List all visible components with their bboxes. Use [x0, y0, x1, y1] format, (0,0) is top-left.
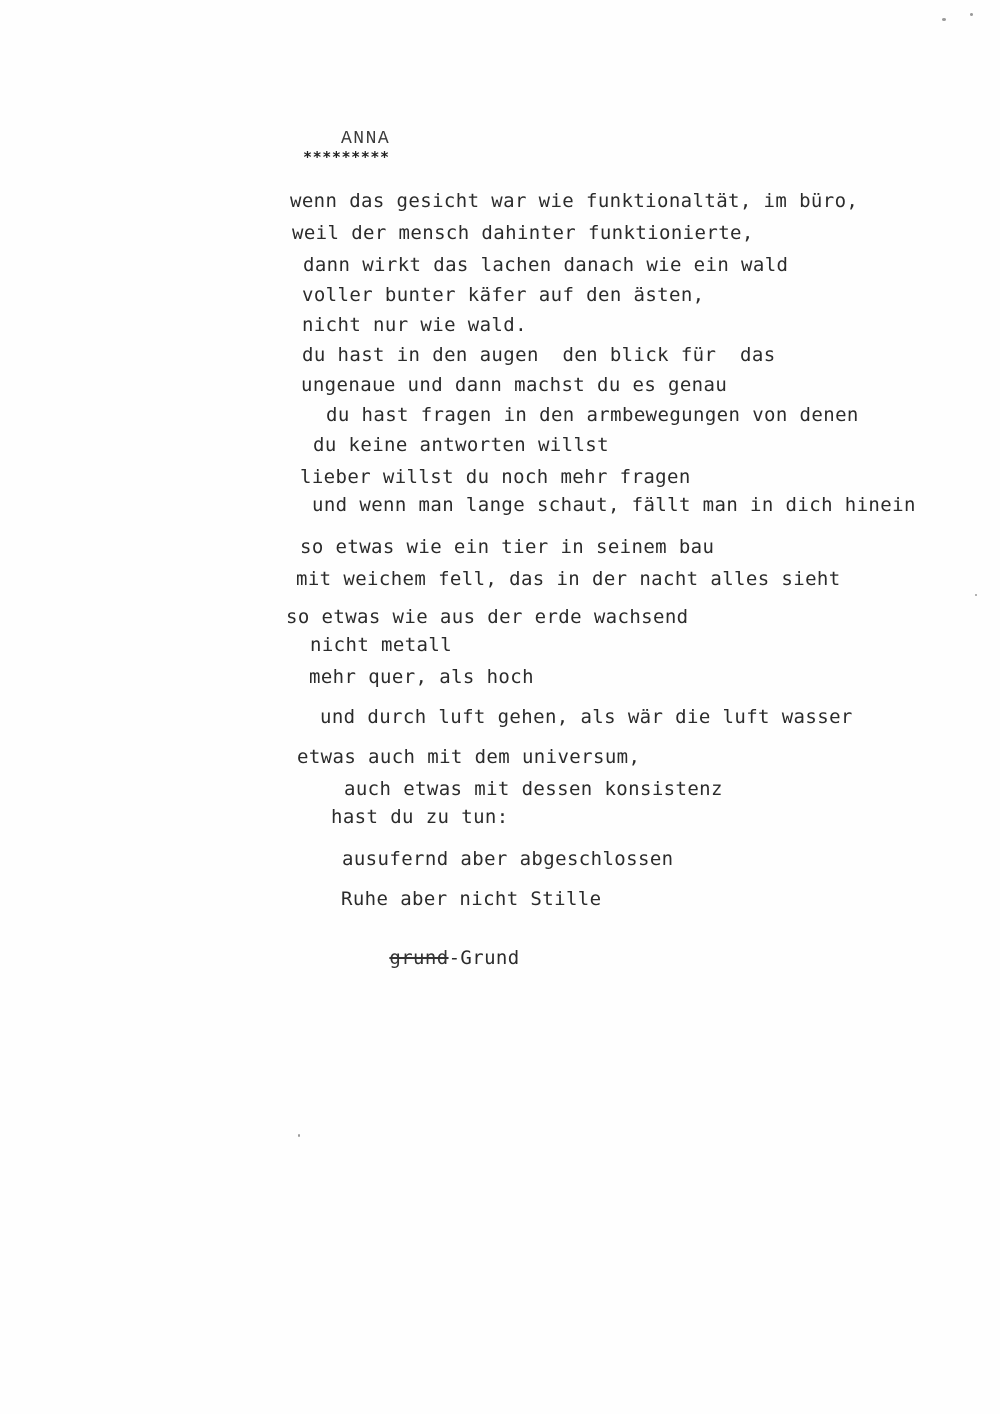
dash: -	[448, 947, 461, 969]
poem-line: du hast fragen in den armbewegungen von denen	[326, 404, 859, 426]
paper-speck	[970, 13, 973, 16]
poem-line: so etwas wie ein tier in seinem bau	[300, 536, 715, 558]
poem-line: ausufernd aber abgeschlossen	[342, 848, 674, 870]
poem-line: nicht nur wie wald.	[302, 314, 527, 336]
poem-line: du keine antworten willst	[313, 434, 609, 456]
poem-line: lieber willst du noch mehr fragen	[300, 466, 691, 488]
poem-line: voller bunter käfer auf den ästen,	[302, 284, 705, 306]
poem-line: Ruhe aber nicht Stille	[341, 888, 602, 910]
poem-line: weil der mensch dahinter funktionierte,	[292, 222, 754, 244]
struck-out-word: grund	[389, 947, 449, 969]
paper-speck	[298, 1134, 300, 1137]
poem-line: etwas auch mit dem universum,	[297, 746, 641, 768]
poem-line: mehr quer, als hoch	[309, 666, 534, 688]
poem-line: dann wirkt das lachen danach wie ein wald	[303, 254, 789, 276]
poem-last-line	[342, 930, 520, 987]
poem-line: hast du zu tun:	[331, 806, 509, 828]
poem-line: ungenaue und dann machst du es genau	[301, 374, 728, 396]
poem-line: und wenn man lange schaut, fällt man in dich hinein	[312, 494, 916, 516]
poem-line: und durch luft gehen, als wär die luft wasser	[320, 706, 853, 728]
corrected-word: Grund	[460, 947, 520, 969]
poem-line: auch etwas mit dessen konsistenz	[344, 778, 723, 800]
paper-speck	[942, 18, 946, 21]
poem-line: so etwas wie aus der erde wachsend	[286, 606, 689, 628]
title-underline: *********	[303, 148, 390, 166]
poem-line: nicht metall	[310, 634, 453, 656]
poem-line: du hast in den augen den blick für das	[302, 344, 776, 366]
poem-line: mit weichem fell, das in der nacht alles sieht	[296, 568, 841, 590]
poem-title: ANNA	[341, 129, 391, 149]
paper-speck	[975, 594, 977, 596]
poem-line: wenn das gesicht war wie funktionaltät, im büro,	[290, 190, 859, 212]
